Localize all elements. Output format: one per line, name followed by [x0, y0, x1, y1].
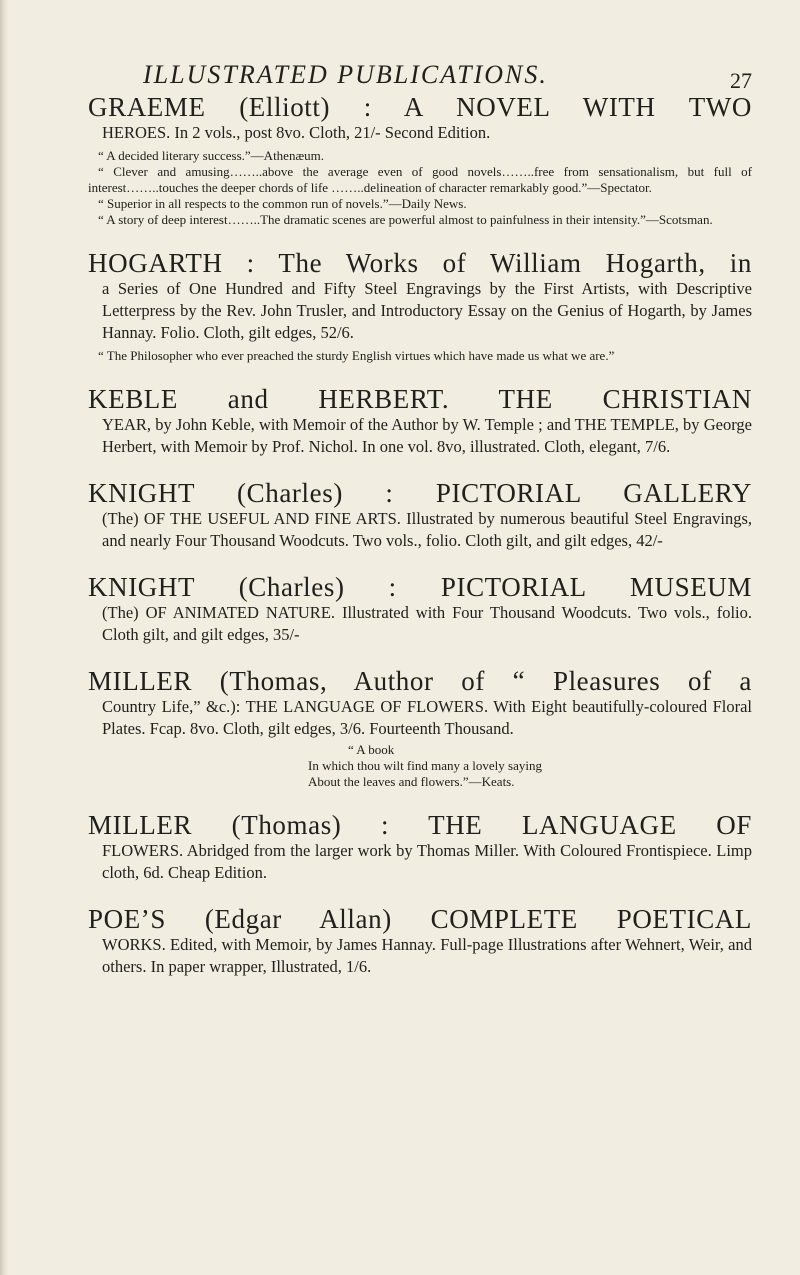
entry-heading: HOGARTH : The Works of William Hogarth, in: [88, 248, 752, 278]
running-head: [88, 0, 752, 92]
entry-heading: POE’S (Edgar Allan) COMPLETE POETICAL: [88, 904, 752, 934]
book-page: [88, 0, 752, 998]
entry-body: Country Life,” &c.): THE LANGUAGE OF FLOWERS. With Eight beautifully-coloured Floral Plates. Fcap. 8vo. Cloth, gilt edges, 3/6. Fourteenth Thousand.: [102, 697, 752, 738]
catalog-entry-knight-museum: [88, 572, 752, 646]
poem-line: “ A book: [348, 742, 395, 757]
entry-heading: GRAEME (Elliott) : A NOVEL WITH TWO: [88, 92, 752, 122]
entry-body: (The) OF THE USEFUL AND FINE ARTS. Illustrated by numerous beautiful Steel Engravings, and nearly Four Thousand Woodcuts. Two vols., folio. Cloth gilt, and gilt edges, 42/-: [102, 509, 752, 550]
entry-heading: MILLER (Thomas, Author of “ Pleasures of a: [88, 666, 752, 696]
entry-body: FLOWERS. Abridged from the larger work by Thomas Miller. With Coloured Frontispiece. Limp cloth, 6d. Cheap Edition.: [102, 841, 752, 882]
page-edge-shadow: [0, 0, 8, 1275]
catalog-entry-knight-gallery: [88, 478, 752, 552]
entry-body: (The) OF ANIMATED NATURE. Illustrated with Four Thousand Woodcuts. Two vols., folio. Cloth gilt, and gilt edges, 35/-: [102, 603, 752, 644]
review-quote: “ A decided literary success.”—Athenæum.: [98, 148, 324, 163]
entry-body: HEROES. In 2 vols., post 8vo. Cloth, 21/- Second Edition.: [102, 123, 491, 142]
entry-heading: KNIGHT (Charles) : PICTORIAL MUSEUM: [88, 572, 752, 602]
review-quote: “ The Philosopher who ever preached the sturdy English virtues which have made us what we are.”: [98, 348, 615, 363]
poem-line: About the leaves and flowers.”—Keats.: [308, 774, 515, 789]
catalog-entry-hogarth: [88, 248, 752, 364]
entry-heading: MILLER (Thomas) : THE LANGUAGE OF: [88, 810, 752, 840]
review-quotes: [88, 348, 752, 364]
catalog-entry-miller-abridged: [88, 810, 752, 884]
catalog-entry-poe: [88, 904, 752, 978]
entry-heading: KEBLE and HERBERT. THE CHRISTIAN: [88, 384, 752, 414]
entry-body: YEAR, by John Keble, with Memoir of the Author by W. Temple ; and THE TEMPLE, by George Herbert, with Memoir by Prof. Nichol. In one vol. 8vo, illustrated. Cloth, elegant, 7/6.: [102, 415, 752, 456]
catalog-entry-miller-flowers: [88, 666, 752, 790]
page-number: 27: [730, 68, 752, 93]
review-quote: “ Superior in all respects to the common run of novels.”—Daily News.: [98, 196, 467, 211]
catalog-entry-graeme: [88, 92, 752, 228]
review-quotes: [88, 148, 752, 228]
entry-body: a Series of One Hundred and Fifty Steel Engravings by the First Artists, with Descriptive Letterpress by the Rev. John Trusler, and Introductory Essay on the Genius of Hogarth, by James Hannay. Folio. Cloth, gilt edges, 52/6.: [102, 279, 752, 342]
entry-body: WORKS. Edited, with Memoir, by James Hannay. Full-page Illustrations after Wehnert, Weir, and others. In paper wrapper, Illustrated, 1/6.: [102, 935, 752, 976]
catalog-entry-keble-herbert: [88, 384, 752, 458]
running-head-title: ILLUSTRATED PUBLICATIONS.: [143, 60, 548, 89]
epigraph-poem: [308, 742, 752, 790]
entry-heading: KNIGHT (Charles) : PICTORIAL GALLERY: [88, 478, 752, 508]
poem-line: In which thou wilt find many a lovely saying: [308, 758, 542, 773]
review-quote: “ Clever and amusing……..above the average even of good novels……..free from sensationalism, but full of interest……..touches the deeper chords of life ……..delineation of character remarkably good.”—Spectator.: [88, 164, 752, 195]
review-quote: “ A story of deep interest……..The dramatic scenes are powerful almost to painfulness in their intensity.”—Scotsman.: [98, 212, 713, 227]
